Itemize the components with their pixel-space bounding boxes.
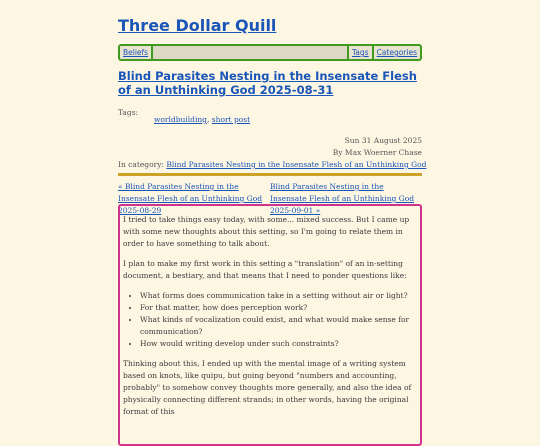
divider-rule	[118, 173, 422, 176]
nav-bar	[118, 44, 422, 61]
post-category	[118, 160, 426, 169]
post-title-link[interactable]: Blind Parasites Nesting in the Insensate Flesh of an Unthinking God 2025-08-31	[118, 69, 417, 97]
list-item: • What kinds of vocalization could exist, and what would make sense for communication?	[140, 314, 417, 338]
tag-link-worldbuilding[interactable]: worldbuilding	[154, 115, 207, 124]
prev-post-link[interactable]: « Blind Parasites Nesting in the Insensate Flesh of an Unthinking God 2025-08-29	[118, 182, 263, 215]
list-item: • How would writing develop under such constraints?	[140, 338, 417, 350]
list-item: • For that matter, how does perception work?	[140, 302, 417, 314]
tag-separator: ,	[206, 115, 212, 124]
tags-label: Tags:	[118, 108, 139, 117]
post-date: Sun 31 August 2025	[344, 136, 422, 145]
post-body	[118, 204, 422, 446]
next-post-link[interactable]: Blind Parasites Nesting in the Insensate Flesh of an Unthinking God 2025-09-01 »	[270, 182, 415, 215]
nav-spacer	[153, 46, 347, 59]
category-prefix: In category:	[118, 160, 167, 169]
body-paragraph: I tried to take things easy today, with some... mixed success. But I came up with some new thoughts about this setting, so I'm going to relate them in order to have something to talk about.	[123, 215, 410, 248]
list-item: • What forms does communication take in a setting without air or light?	[140, 290, 417, 302]
category-link[interactable]: Blind Parasites Nesting in the Insensate Flesh of an Unthinking God	[166, 160, 427, 169]
body-paragraph: Thinking about this, I ended up with the mental image of a writing system based on knots, like quipu, but going beyond "numbers and accounting, probably" to somehow convey thoughts more generally, and also the idea of physically connecting different strands; in other words, having the original format of this	[123, 359, 412, 416]
site-title-link[interactable]: Three Dollar Quill	[118, 16, 277, 35]
body-paragraph: I plan to make my first work in this setting a "translation" of an in-setting document, a bestiary, and that means that I need to ponder questions like:	[123, 259, 407, 280]
question-list	[123, 290, 417, 350]
post-author: By Max Woerner Chase	[332, 148, 422, 157]
nav-beliefs-link[interactable]: Beliefs	[123, 48, 149, 57]
tags-list	[154, 115, 250, 124]
nav-tags-link[interactable]: Tags	[351, 48, 369, 57]
tag-link-short-post[interactable]: short post	[211, 115, 251, 124]
nav-categories-link[interactable]: Categories	[376, 48, 417, 57]
